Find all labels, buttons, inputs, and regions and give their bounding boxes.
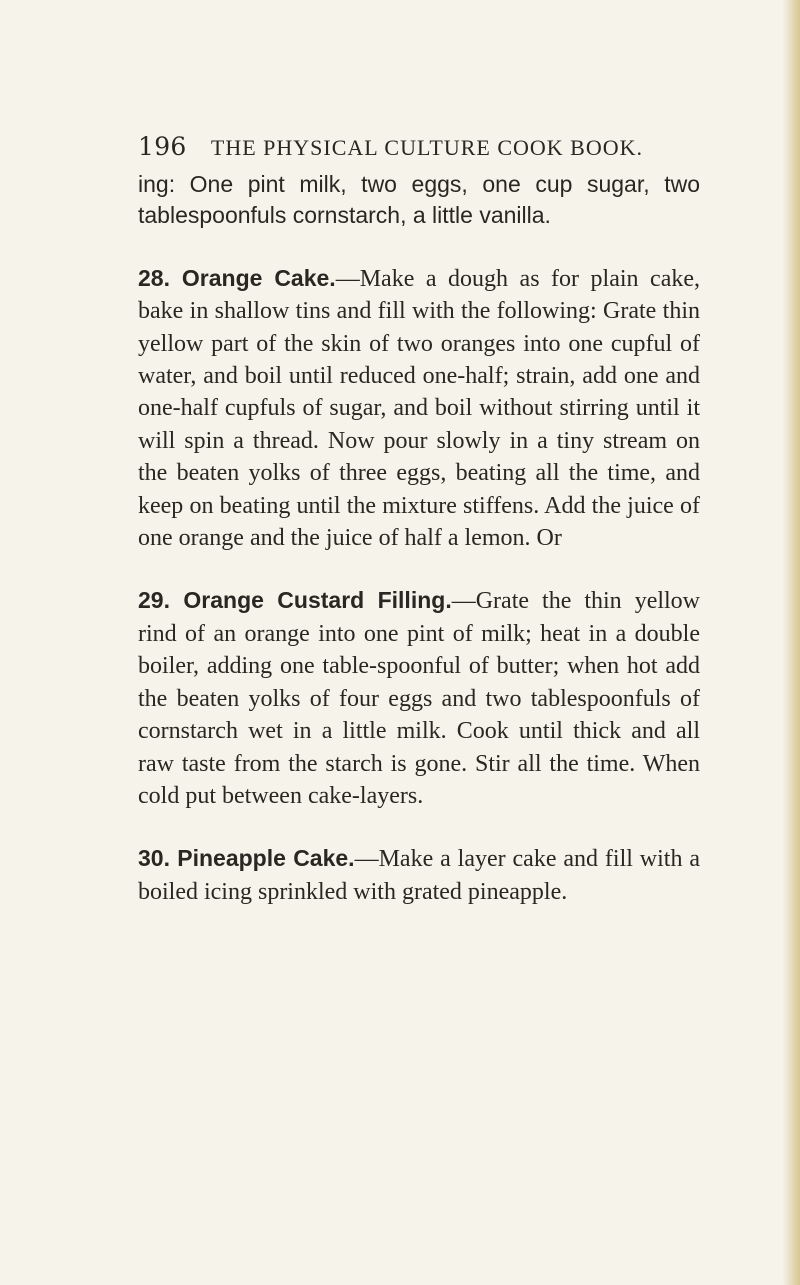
book-title: THE PHYSICAL CULTURE COOK BOOK. <box>210 135 643 160</box>
recipe-title: Orange Cake. <box>181 264 336 291</box>
continued-paragraph: ing: One pint milk, two eggs, one cup sugar, two tablespoonfuls cornstarch, a little vanilla. <box>138 171 700 229</box>
recipe-orange-custard-filling <box>138 585 700 812</box>
page-body <box>138 169 700 939</box>
recipe-number: 29. <box>138 587 170 614</box>
recipe-body: —Make a layer cake and fill with a boiled icing sprinkled with grated pineapple. <box>138 846 700 905</box>
recipe-title: Orange Custard Filling. <box>183 587 452 614</box>
recipe-number: 30. <box>138 845 170 872</box>
recipe-number: 28. <box>138 264 170 291</box>
page-edge-shading <box>782 0 800 1285</box>
page-number: 196 <box>138 132 187 161</box>
recipe-pineapple-cake <box>138 843 700 908</box>
running-head <box>138 132 698 161</box>
recipe-body: —Grate the thin yellow rind of an orange into one pint of milk; heat in a double boiler, adding one table-spoonful of butter; when hot add the beaten yolks of four eggs and two tablespoonfuls of cornstarch wet in a little milk. Cook until thick and all raw taste from the starch is gone. Stir all the time. When cold put between cake-layers. <box>138 588 701 809</box>
recipe-orange-cake <box>138 263 700 555</box>
recipe-body: —Make a dough as for plain cake, bake in shallow tins and fill with the following: Grate thin yellow part of the skin of two oranges into one cupful of water, and boil until reduced one-half; strain, add one and one-half cupfuls of sugar, and boil without stirring until it will spin a thread. Now pour slowly in a tiny stream on the beaten yolks of three eggs, beating all the time, and keep on beating until the mixture stiffens. Add the juice of one orange and the juice of half a lemon. Or <box>138 265 701 552</box>
recipe-title: Pineapple Cake. <box>177 845 355 872</box>
